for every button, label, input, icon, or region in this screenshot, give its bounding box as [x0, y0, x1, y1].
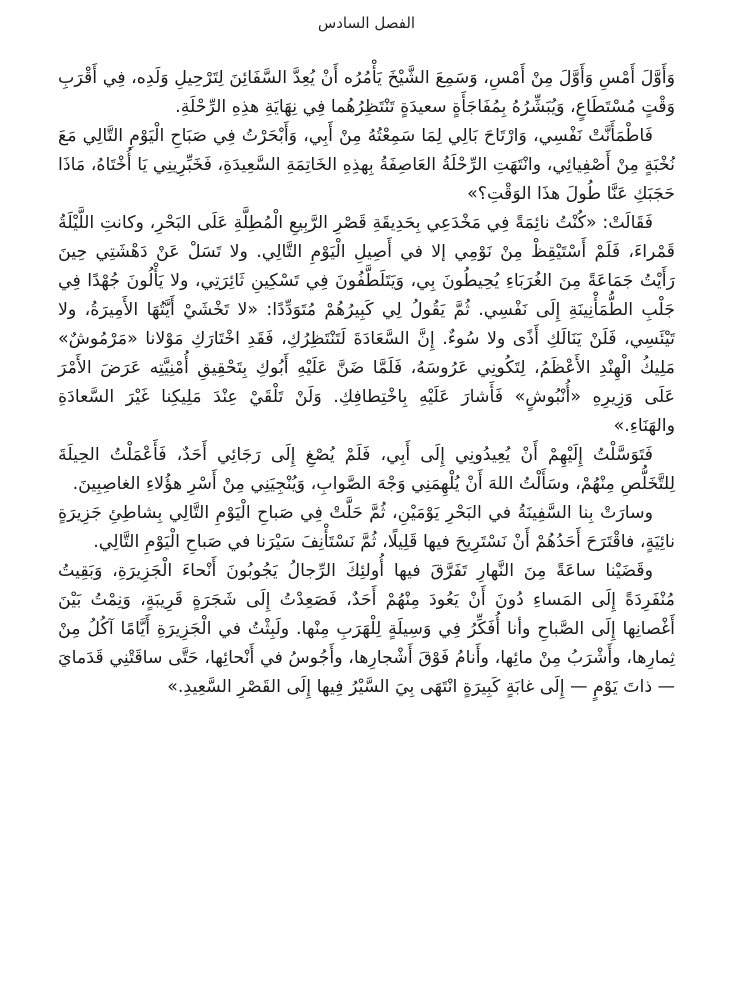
paragraph: فَتَوَسَّلْتُ إِلَيْهِمْ أَنْ يُعِيدُونِي إِلَى أَبِي، فَلَمْ يُصْغِ إِلَى رَجَائِي أَحَدٌ، فَأَعْمَلْتُ الحِيلَةَ لِلتَّخَلُّصِ مِنْهُمْ، وسَأَلْتُ اللهَ أَنْ يُلْهِمَنِي وَجْهَ الصَّوابِ، وَيُنْجِيَنِي مِنْ أَسْرِ هؤُلاءِ الغاصِبِينَ. — [58, 445, 675, 494]
chapter-body — [58, 64, 675, 702]
paragraph: فَقَالَتْ: «كُنْتُ نائِمَةً فِي مَخْدَعِي بِحَدِيقَةِ قَصْرِ الرَّبِيعِ الْمُطِلَّةِ عَلَى البَحْرِ، وكانتِ اللَّيْلَةُ قَمْراءَ، فَلَمْ أَسْتَيْقِظْ مِنْ نَوْمِي إلا في أَصِيلِ الْيَوْمِ التَّالِي. ولا تَسَلْ عَنْ دَهْشَتِي حِينَ رَأَيْتُ جَمَاعَةً مِنَ الغُرَبَاءِ يُحِيطُونَ بِي، وَيَتَلَطَّفُونَ فِي تَسْكِينِ ثَائِرَتِي، ولا يَأْلُونَ جُهْدًا فِي جَلْبِ الطُّمَأْنِينَةِ إِلَى نَفْسِي. ثُمَّ يَقُولُ لِي كَبِيرُهُمْ مُتَوَدِّدًا: «لا تَخْشَيْ أَيَّتُهَا الأَمِيرَةُ، ولا تَيْئَسِي، فَلَنْ يَنَالَكِ أَذًى ولا سُوءٌ. إِنَّ السَّعَادَةَ لَتَنْتَظِرُكِ، فَقَدِ اخْتَارَكِ مَوْلانا «مَرْمُوشٌ» مَلِيكُ الْهِنْدِ الأَعْظَمُ، لِتَكُونِي عَرُوسَهُ، فَلَمَّا ضَنَّ عَلَيْهِ أَبُوكِ بِتَحْقِيقِ أُمْنِيَّتِه عَرَضَ الأَمْرَ عَلَى وَزِيرِهِ «أُنْبُوشٍ» فَأَشارَ عَلَيْهِ بِاخْتِطافِكِ. وَلَنْ تَلْقَيْ عِنْدَ مَلِيكِنا غَيْرَ السَّعادَةِ والهَنَاءِ.» — [58, 213, 675, 436]
paragraph: وسارَتْ بِنا السَّفِينَةُ في البَحْرِ يَوْمَيْنِ، ثُمَّ حَلَّتْ فِي صَباحِ الْيَوْمِ التَّالِي بِشاطِئِ جَزِيرَةٍ نائِيَةٍ، فاقْتَرَحَ أَحَدُهُمْ أَنْ نَسْتَرِيحَ فيها قَلِيلًا، ثُمَّ نَسْتَأْنِفَ سَيْرَنا في صَباحِ الْيَوْمِ التَّالِي. — [58, 503, 675, 552]
paragraph: وقَضَيْنا ساعَةً مِنَ النَّهارِ تَفَرَّقَ فيها أُولئِكَ الرِّجالُ يَجُوبُونَ أَنْحاءَ الْجَزِيرَةِ، وَبَقِيتُ مُنْفَرِدَةً إِلَى المَساءِ دُونَ أَنْ يَعُودَ مِنْهُمْ أَحَدٌ، فَصَعِدْتُ إِلَى شَجَرَةٍ قَرِيبَةٍ، وَنِمْتُ بَيْنَ أَغْصانِها إِلَى الصَّباحِ وأنا أُفَكِّرُ فِي وَسِيلَةٍ لِلْهَرَبِ مِنْها. ولَبِثْتُ في الْجَزِيرَةِ أَيَّامًا آكُلُ مِنْ ثِمارِها، وأَشْرَبُ مِنْ مائِها، وأَنامُ فَوْقَ أَشْجارِها، وأَجُوسُ في أَنْحائِها، حَتَّى ساقَتْنِي قَدَمايَ — ذاتَ يَوْمٍ — إِلَى غابَةٍ كَبِيرَةٍ انْتَهَى بِيَ السَّيْرُ فِيها إِلَى القَصْرِ السَّعِيدِ.» — [58, 561, 675, 697]
paragraph: وَأَوَّلَ أَمْسِ وَأَوَّلَ مِنْ أَمْسِ، وَسَمِعَ الشَّيْخَ يَأْمُرُه أَنْ يُعِدَّ السَّفَائِنَ لِتَرْحِيلِ وَلَدِه، فِي أَقْرَبِ وَقْتٍ مُسْتَطَاعٍ، وَيُبَشِّرُهُ بِمُفَاجَأَةٍ سعيدَةٍ تَنْتَظِرُهُما فِي نِهَايَةِ هذِهِ الرِّحْلَةِ. — [58, 68, 675, 117]
chapter-title: الفصل السادس — [317, 14, 416, 32]
paragraph: فَاطْمَأَنَّتْ نَفْسِي، وَارْتَاحَ بَالِي لِمَا سَمِعْتُهُ مِنْ أَبِي، وَأَبْحَرْتُ فِي صَبَاحِ الْيَوْمِ التَّالِي مَعَ نُخْبَةٍ مِنْ أَصْفِيائِي، وانْتَهَتِ الرِّحْلَةُ العَاصِفَةُ بِهذِهِ الخَاتِمَةِ السَّعِيدَةِ، فَخَبِّرِينِي يَا أُخْتَاهُ، مَاذَا حَجَبَكِ عَنَّا طُولَ هذَا الوَقْتِ؟» — [58, 126, 675, 204]
